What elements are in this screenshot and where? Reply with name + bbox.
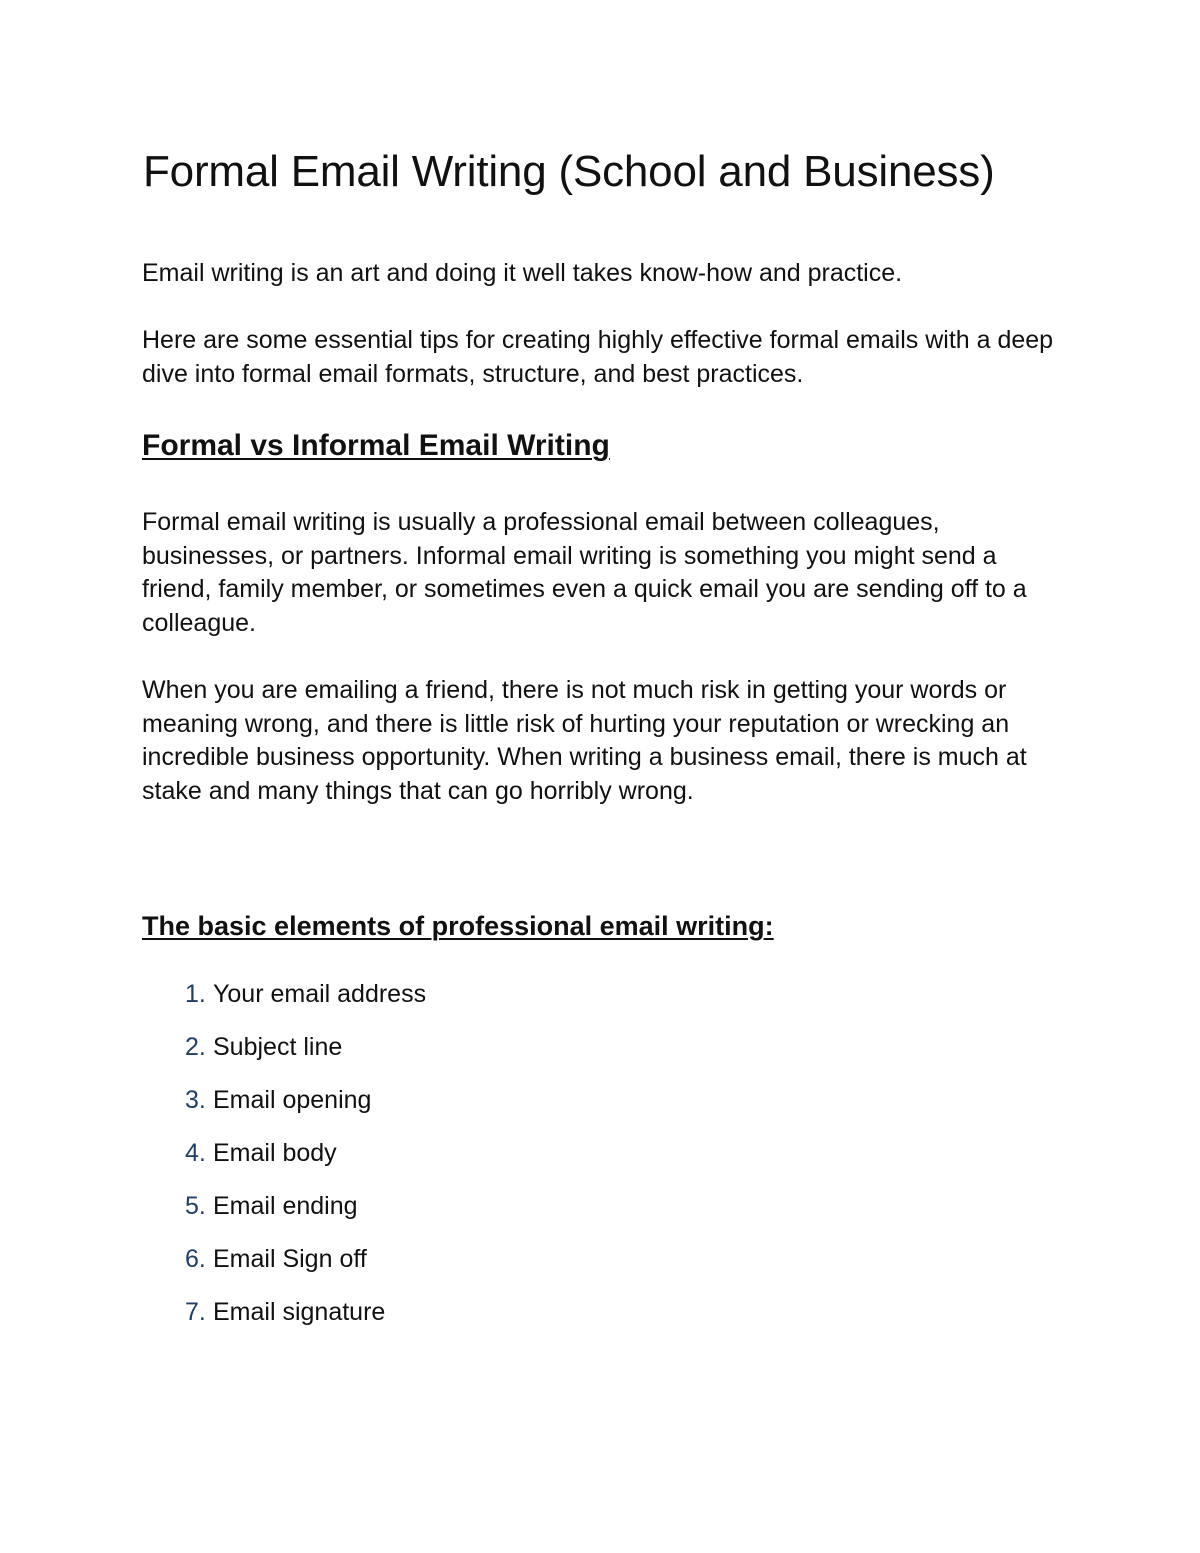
list-item xyxy=(142,1186,426,1239)
section1-paragraph-1: Formal email writing is usually a professional email between colleagues, businesses, or partners. Informal email writing is something you might send a friend, family member, or sometimes even a quick email you are sending off to a colleague. xyxy=(142,508,1027,637)
list-number: 5. xyxy=(185,1192,206,1220)
intro-paragraph-1: Email writing is an art and doing it well takes know-how and practice. xyxy=(142,259,903,287)
list-number: 4. xyxy=(185,1139,206,1167)
list-item xyxy=(142,1027,426,1080)
list-item xyxy=(142,1239,426,1292)
list-item-text: Email signature xyxy=(213,1298,386,1326)
list-number: 6. xyxy=(185,1245,206,1273)
list-number: 3. xyxy=(185,1086,206,1114)
section-heading-basic-elements: The basic elements of professional email writing: xyxy=(142,911,774,941)
list-item xyxy=(142,974,426,1027)
elements-list xyxy=(142,974,426,1345)
list-item-text: Email opening xyxy=(213,1086,372,1114)
section1-paragraph-2: When you are emailing a friend, there is not much risk in getting your words or meaning wrong, and there is little risk of hurting your reputation or wrecking an incredible business opportunity. When writing a business email, there is much at stake and many things that can go horribly wrong. xyxy=(142,676,1027,805)
list-item xyxy=(142,1133,426,1186)
list-number: 1. xyxy=(185,980,206,1008)
list-number: 7. xyxy=(185,1298,206,1326)
section-heading-formal-vs-informal: Formal vs Informal Email Writing xyxy=(142,429,610,462)
list-item-text: Email body xyxy=(213,1139,337,1167)
list-item xyxy=(142,1292,426,1345)
list-number: 2. xyxy=(185,1033,206,1061)
document-title: Formal Email Writing (School and Business) xyxy=(143,147,995,196)
list-item-text: Subject line xyxy=(213,1033,343,1061)
intro-paragraph-2: Here are some essential tips for creating highly effective formal emails with a deep dive into formal email formats, structure, and best practices. xyxy=(142,326,1054,388)
list-item-text: Email ending xyxy=(213,1192,358,1220)
list-item xyxy=(142,1080,426,1133)
list-item-text: Your email address xyxy=(213,980,427,1008)
list-item-text: Email Sign off xyxy=(213,1245,367,1273)
